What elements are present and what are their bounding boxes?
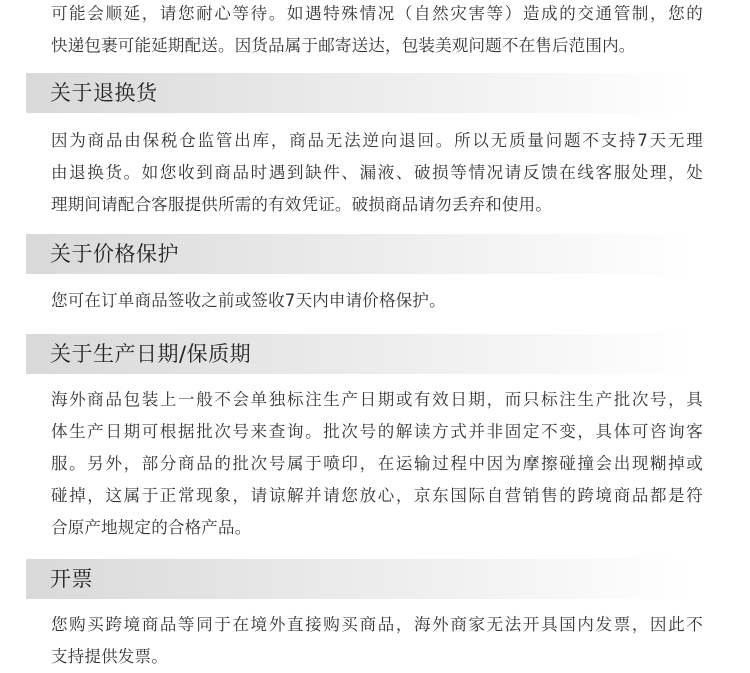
paragraph-line: 因为商品由保税仓监管出库，商品无法逆向退回。所以无质量问题不支持7天无理 <box>51 131 703 150</box>
section-header-returns <box>26 73 694 113</box>
paragraph-line: 由退换货。如您收到商品时遇到缺件、漏液、破损等情况请反馈在线客服处理，处 <box>51 163 703 182</box>
paragraph-line: 您购买跨境商品等同于在境外直接购买商品，海外商家无法开具国内发票，因此不 <box>51 615 703 634</box>
paragraph-line: 体生产日期可根据批次号来查询。批次号的解读方式并非固定不变，具体可咨询客 <box>51 422 703 441</box>
paragraph-line: 理期间请配合客服提供所需的有效凭证。破损商品请勿丢弃和使用。 <box>51 195 552 214</box>
paragraph-line: 碰掉，这属于正常现象，请谅解并请您放心，京东国际自营销售的跨境商品都是符 <box>51 486 703 505</box>
section-title: 关于退换货 <box>50 81 158 105</box>
shipping-paragraph <box>51 0 703 62</box>
section-header-production-date <box>26 334 694 374</box>
returns-paragraph <box>51 125 703 221</box>
paragraph-line: 海外商品包装上一般不会单独标注生产日期或有效日期，而只标注生产批次号，具 <box>51 390 703 409</box>
paragraph-line: 支持提供发票。 <box>51 647 168 666</box>
paragraph-line: 服。另外，部分商品的批次号属于喷印，在运输过程中因为摩擦碰撞会出现糊掉或 <box>51 454 703 473</box>
paragraph-line: 您可在订单商品签收之前或签收7天内申请价格保护。 <box>51 291 446 310</box>
section-title: 开票 <box>50 567 93 591</box>
section-title: 关于价格保护 <box>50 242 179 266</box>
price-protection-paragraph <box>51 285 703 317</box>
paragraph-line: 快递包裹可能延期配送。因货品属于邮寄送达，包装美观问题不在售后范围内。 <box>51 36 636 55</box>
section-title: 关于生产日期/保质期 <box>50 342 252 366</box>
production-date-paragraph <box>51 384 703 544</box>
section-header-invoice <box>26 559 694 599</box>
section-header-price-protection <box>26 234 694 274</box>
paragraph-line: 合原产地规定的合格产品。 <box>51 518 252 537</box>
invoice-paragraph <box>51 609 703 673</box>
paragraph-line: 可能会顺延，请您耐心等待。如遇特殊情况（自然灾害等）造成的交通管制，您的 <box>51 4 703 23</box>
